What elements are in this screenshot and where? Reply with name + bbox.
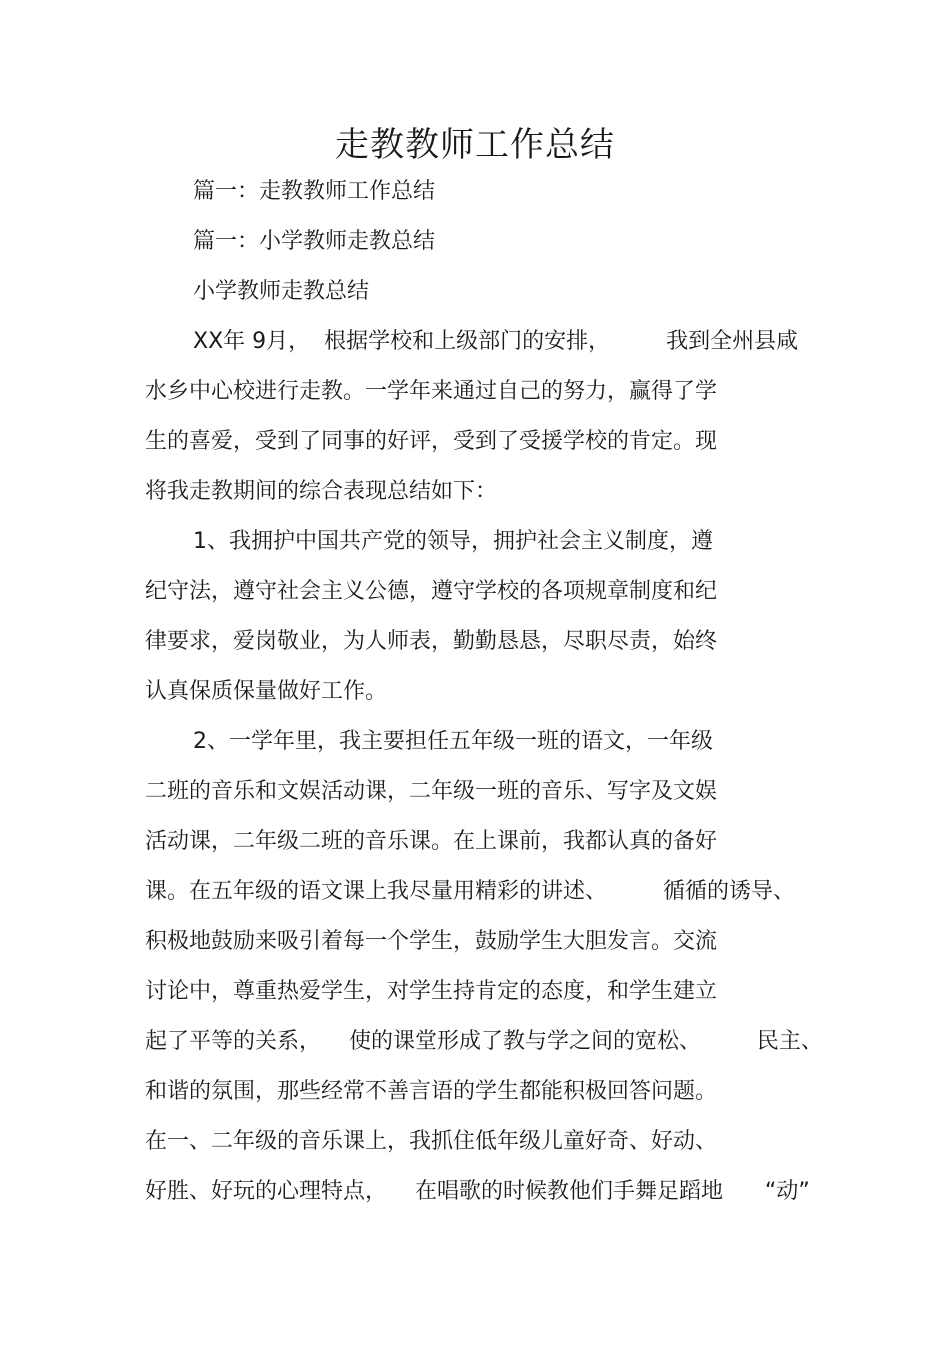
paragraph-line: 2、一学年里，我主要担任五年级一班的语文，一年级: [193, 729, 713, 754]
paragraph-line: 水乡中心校进行走教。一学年来通过自己的努力，赢得了学: [145, 379, 718, 404]
paragraph-line: 好胜、好玩的心理特点， 在唱歌的时候教他们手舞足蹈地 “动”: [145, 1179, 810, 1204]
paragraph-line: 纪守法，遵守社会主义公德，遵守学校的各项规章制度和纪: [145, 579, 718, 604]
paragraph-line: 活动课，二年级二班的音乐课。在上课前，我都认真的备好: [145, 829, 718, 854]
paragraph-line: 课。在五年级的语文课上我尽量用精彩的讲述、 循循的诱导、: [145, 879, 795, 904]
paragraph-line: 和谐的氛围，那些经常不善言语的学生都能积极回答问题。: [145, 1079, 718, 1104]
paragraph-line: 起了平等的关系， 使的课堂形成了教与学之间的宽松、 民主、: [145, 1029, 823, 1054]
document-title: 走教教师工作总结: [335, 125, 615, 165]
paragraph-line: 二班的音乐和文娱活动课，二年级一班的音乐、写字及文娱: [145, 779, 718, 804]
paragraph-line: 在一、二年级的音乐课上，我抓住低年级儿童好奇、好动、: [145, 1129, 718, 1154]
subtitle-line: 篇一：走教教师工作总结: [193, 179, 436, 204]
paragraph-line: 律要求，爱岗敬业，为人师表，勤勤恳恳，尽职尽责，始终: [145, 629, 718, 654]
paragraph-line: 生的喜爱，受到了同事的好评，受到了受援学校的肯定。现: [145, 429, 718, 454]
paragraph-line: 1、我拥护中国共产党的领导，拥护社会主义制度，遵: [193, 529, 713, 554]
paragraph-line: 讨论中，尊重热爱学生，对学生持肯定的态度，和学生建立: [145, 979, 718, 1004]
subtitle-line: 篇一：小学教师走教总结: [193, 229, 436, 254]
paragraph-line: 积极地鼓励来吸引着每一个学生，鼓励学生大胆发言。交流: [145, 929, 718, 954]
paragraph-line: 认真保质保量做好工作。: [145, 679, 388, 704]
subtitle-line: 小学教师走教总结: [193, 279, 370, 304]
paragraph-line: XX年 9月， 根据学校和上级部门的安排， 我到全州县咸: [193, 329, 799, 354]
paragraph-line: 将我走教期间的综合表现总结如下：: [145, 479, 498, 504]
